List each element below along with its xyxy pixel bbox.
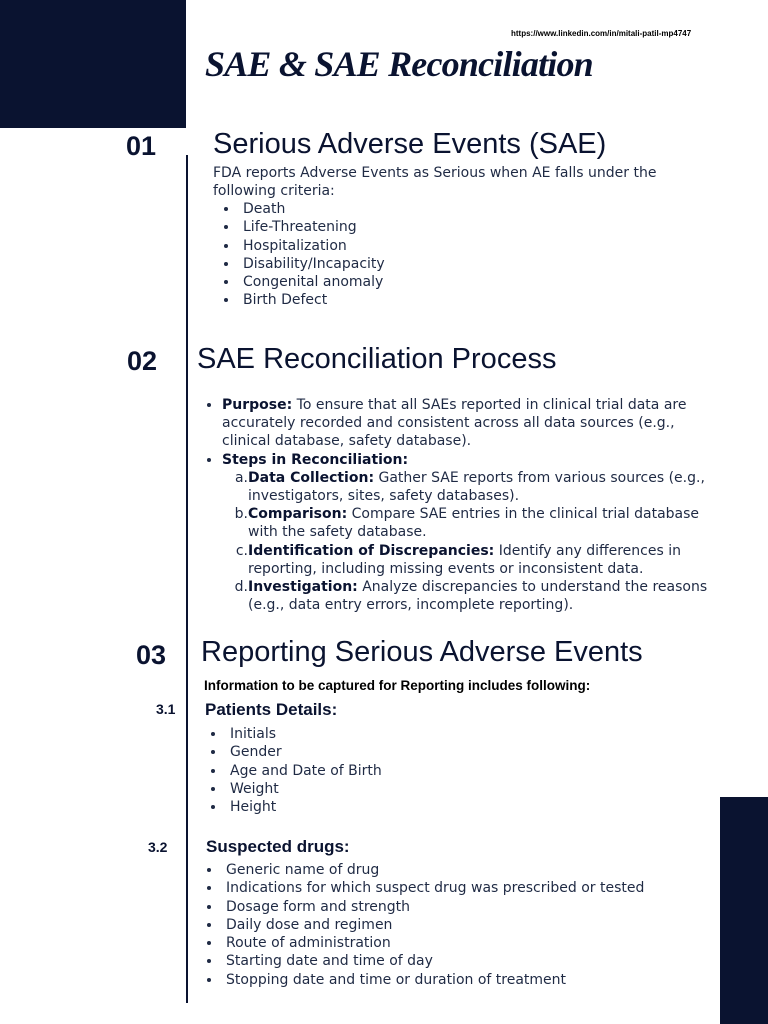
purpose-label: Purpose: [222, 397, 293, 413]
side-decoration-block [720, 797, 768, 1024]
list-item: • Stopping date and time or duration of treatment [222, 971, 644, 989]
step-item [222, 542, 722, 578]
list-item: • Birth Defect [239, 291, 385, 309]
step-label: Investigation: [248, 579, 358, 596]
step-label: Comparison: [248, 506, 348, 523]
steps-label: Steps in Reconciliation: [222, 451, 409, 468]
section-heading-sae: Serious Adverse Events (SAE) [213, 128, 607, 160]
list-item [222, 396, 722, 451]
list-item: • Life-Threatening [239, 218, 385, 236]
section-intro: FDA reports Adverse Events as Serious when AE falls under the following criteria: [213, 165, 657, 200]
step-marker: c. [235, 542, 248, 559]
info-line: Information to be captured for Reporting includes following: [204, 678, 591, 693]
step-text: Analyze discrepancies to understand the reasons (e.g., data entry errors, incomplete reporting). [248, 579, 708, 614]
linkedin-link[interactable]: https://www.linkedin.com/in/mitali-patil-mp4747 [511, 29, 692, 38]
steps-list [222, 469, 722, 615]
list-item: • Disability/Incapacity [239, 255, 385, 273]
list-item: • Congenital anomaly [239, 273, 385, 291]
step-item [222, 469, 722, 505]
step-marker: a. [234, 469, 248, 486]
list-item: • Age and Date of Birth [226, 762, 382, 780]
section-heading-reporting: Reporting Serious Adverse Events [201, 636, 643, 668]
corner-decoration-block [0, 0, 186, 128]
step-label: Data Collection: [248, 469, 375, 486]
list-item: • Weight [226, 780, 382, 798]
sae-criteria-list [221, 200, 385, 310]
section-number-02: 02 [127, 346, 158, 376]
list-item: • Dosage form and strength [222, 898, 644, 916]
list-item: • Generic name of drug [222, 861, 644, 879]
section-heading-reconciliation: SAE Reconciliation Process [197, 343, 557, 375]
list-item: • Daily dose and regimen [222, 916, 644, 934]
list-item: • Gender [226, 743, 382, 761]
list-item: • Death [239, 200, 385, 218]
list-item: • Height [226, 798, 382, 816]
subsection-heading-patients: Patients Details: [205, 700, 338, 719]
purpose-text: To ensure that all SAEs reported in clinical trial data are accurately recorded and consistent across all data sources (e.g., clinical database, safety database). [222, 397, 687, 450]
subsection-heading-drugs: Suspected drugs: [206, 837, 350, 856]
page-title: SAE & SAE Reconciliation [205, 44, 593, 84]
suspected-drugs-list [204, 861, 644, 989]
section-number-03: 03 [136, 640, 167, 670]
list-item: • Hospitalization [239, 237, 385, 255]
step-item [222, 505, 722, 541]
list-item: • Route of administration [222, 934, 644, 952]
step-text: Identify any differences in reporting, including missing events or inconsistent data. [248, 542, 681, 577]
subsection-number-3-1: 3.1 [156, 701, 176, 717]
reconciliation-list [204, 396, 722, 614]
step-marker: b. [234, 506, 248, 523]
step-text: Gather SAE reports from various sources (e.g., investigators, sites, safety databases). [248, 469, 705, 505]
step-marker: d. [234, 579, 248, 596]
patient-details-list [208, 725, 382, 816]
step-text: Compare SAE entries in the clinical trial database with the safety database. [248, 506, 700, 541]
subsection-number-3-2: 3.2 [148, 839, 168, 855]
list-item: • Starting date and time of day [222, 952, 644, 970]
list-item: • Indications for which suspect drug was prescribed or tested [222, 879, 644, 897]
list-item [222, 451, 722, 615]
step-item [222, 578, 722, 614]
step-label: Identification of Discrepancies: [248, 542, 495, 559]
section-number-01: 01 [126, 131, 157, 161]
list-item: • Initials [226, 725, 382, 743]
timeline-divider [186, 155, 188, 1003]
